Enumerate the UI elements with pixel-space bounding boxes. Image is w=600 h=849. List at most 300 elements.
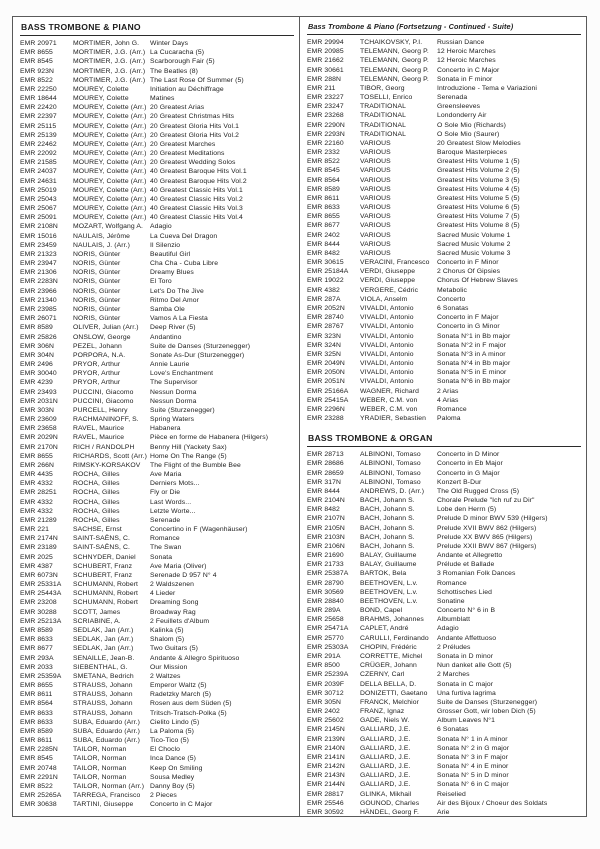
title-cell: Two Guitars (5) bbox=[150, 645, 198, 653]
catalog-row bbox=[307, 414, 581, 423]
reference-cell: EMR 2142N bbox=[307, 763, 345, 771]
catalog-row bbox=[307, 524, 581, 533]
composer-cell: BACH, Johann S. bbox=[360, 524, 415, 532]
reference-cell: EMR 8482 bbox=[307, 506, 340, 514]
title-cell: Greatest Hits Volume 3 (5) bbox=[437, 176, 520, 184]
reference-cell: EMR 305N bbox=[307, 698, 342, 706]
catalog-row bbox=[307, 634, 581, 643]
catalog-row bbox=[307, 157, 581, 166]
catalog-row bbox=[307, 450, 581, 459]
catalog-row bbox=[307, 514, 581, 523]
catalog-row bbox=[20, 791, 294, 800]
composer-cell: SCHUBERT, Franz bbox=[73, 571, 133, 579]
title-cell: Radetzky March (5) bbox=[150, 691, 212, 699]
catalog-row bbox=[20, 149, 294, 158]
catalog-row bbox=[307, 725, 581, 734]
composer-cell: SCHNYDER, Daniel bbox=[73, 553, 136, 561]
composer-cell: NORIS, Günter bbox=[73, 278, 121, 286]
title-cell: Keep On Smiling bbox=[150, 764, 203, 772]
catalog-row bbox=[20, 800, 294, 809]
reference-cell: EMR 2051N bbox=[307, 378, 345, 386]
reference-cell: EMR 8633 bbox=[20, 718, 53, 726]
reference-cell: EMR 21585 bbox=[20, 159, 57, 167]
catalog-row bbox=[20, 222, 294, 231]
composer-cell: VARIOUS bbox=[360, 240, 391, 248]
composer-cell: VARIOUS bbox=[360, 158, 391, 166]
title-cell: Sonate As-Dur (Sturzenegger) bbox=[150, 351, 245, 359]
composer-cell: PUCCINI, Giacomo bbox=[73, 397, 134, 405]
composer-cell: TOSELLI, Enrico bbox=[360, 94, 413, 102]
title-cell: Andante Affettuoso bbox=[437, 634, 497, 642]
composer-cell: NORIS, Günter bbox=[73, 260, 121, 268]
catalog-row bbox=[20, 525, 294, 534]
reference-cell: EMR 25067 bbox=[20, 205, 57, 213]
reference-cell: EMR 266N bbox=[20, 461, 55, 469]
title-cell: Tritsch-Tratsch-Polka (5) bbox=[150, 709, 227, 717]
catalog-row bbox=[20, 718, 294, 727]
catalog-row bbox=[20, 644, 294, 653]
title-cell: Sacred Music Volume 2 bbox=[437, 240, 511, 248]
title-cell: Let's Do The Jive bbox=[150, 287, 204, 295]
reference-cell: EMR 4332 bbox=[20, 480, 53, 488]
composer-cell: BALAY, Guillaume bbox=[360, 561, 417, 569]
reference-cell: EMR 8522 bbox=[20, 76, 53, 84]
composer-cell: GALLIARD, J.E. bbox=[360, 772, 411, 780]
composer-cell: VARIOUS bbox=[360, 194, 391, 202]
reference-cell: EMR 25415A bbox=[307, 396, 349, 404]
reference-cell: EMR 8655 bbox=[20, 452, 53, 460]
reference-cell: EMR 8655 bbox=[20, 682, 53, 690]
composer-cell: VIVALDI, Antonio bbox=[360, 323, 414, 331]
catalog-row bbox=[307, 75, 581, 84]
composer-cell: VARIOUS bbox=[360, 139, 391, 147]
composer-cell: BRAHMS, Johannes bbox=[360, 616, 424, 624]
title-cell: Fly or Die bbox=[150, 489, 181, 497]
catalog-row bbox=[307, 194, 581, 203]
reference-cell: EMR 6073N bbox=[20, 571, 58, 579]
composer-cell: GALLIARD, J.E. bbox=[360, 744, 411, 752]
composer-cell: VIVALDI, Antonio bbox=[360, 341, 414, 349]
catalog-row bbox=[20, 553, 294, 562]
catalog-row bbox=[307, 533, 581, 542]
reference-cell: EMR 8611 bbox=[307, 194, 340, 202]
title-cell: 12 Heroic Marches bbox=[437, 57, 496, 65]
composer-cell: ROCHA, Gilles bbox=[73, 489, 120, 497]
title-cell: Sonata N°2 in F major bbox=[437, 341, 507, 349]
composer-cell: TELEMANN, Georg P. bbox=[360, 57, 429, 65]
title-cell: 20 Greatest Marches bbox=[150, 140, 216, 148]
title-cell: The Swan bbox=[150, 544, 182, 552]
title-cell: Baroque Masterpieces bbox=[437, 149, 508, 157]
title-cell: Konzert B-Dur bbox=[437, 478, 482, 486]
title-cell: Sonata N°3 in A minor bbox=[437, 350, 506, 358]
title-cell: 20 Greatest Gloria Hits Vol.1 bbox=[150, 122, 240, 130]
composer-cell: STRAUSS, Johann bbox=[73, 700, 133, 708]
catalog-row bbox=[307, 38, 581, 47]
catalog-row bbox=[20, 543, 294, 552]
catalog-row bbox=[20, 48, 294, 57]
title-cell: La Cucaracha (5) bbox=[150, 49, 205, 57]
title-cell: 3 Romanian Folk Dances bbox=[437, 570, 516, 578]
catalog-row bbox=[20, 195, 294, 204]
title-cell: Andante et Allegretto bbox=[437, 552, 503, 560]
catalog-row bbox=[20, 39, 294, 48]
title-cell: Sonata in C major bbox=[437, 680, 494, 688]
composer-cell: MOUREY, Colette (Arr.) bbox=[73, 122, 147, 130]
catalog-row bbox=[307, 606, 581, 615]
composer-cell: SEDLAK, Jan (Arr.) bbox=[73, 627, 134, 634]
title-cell: Ave Maria (Oliver) bbox=[150, 562, 207, 570]
title-cell: The Supervisor bbox=[150, 379, 198, 387]
column-left bbox=[13, 17, 300, 816]
composer-cell: MOUREY, Colette (Arr.) bbox=[73, 140, 147, 148]
reference-cell: EMR 2332 bbox=[307, 149, 340, 157]
title-cell: Concerto N° 6 in B bbox=[437, 607, 496, 615]
organ-section bbox=[307, 431, 581, 816]
title-cell: Romance bbox=[437, 579, 467, 587]
catalog-row bbox=[20, 268, 294, 277]
title-cell: Winter Days bbox=[150, 40, 189, 47]
title-cell: Kalinka (5) bbox=[150, 627, 184, 634]
piano-list-left bbox=[20, 39, 294, 809]
composer-cell: WEBER, C.M. von bbox=[360, 405, 418, 413]
reference-cell: EMR 2496 bbox=[20, 361, 53, 369]
catalog-row bbox=[20, 433, 294, 442]
catalog-row bbox=[307, 166, 581, 175]
reference-cell: EMR 8611 bbox=[20, 737, 53, 745]
catalog-row bbox=[307, 240, 581, 249]
composer-cell: PORPORA, N.A. bbox=[73, 351, 126, 359]
catalog-row bbox=[20, 186, 294, 195]
reference-cell: EMR 291A bbox=[307, 653, 341, 660]
composer-cell: BACH, Johann S. bbox=[360, 533, 415, 541]
title-cell: 20 Greatest Arias bbox=[150, 104, 205, 112]
catalog-row bbox=[307, 396, 581, 405]
reference-cell: EMR 21306 bbox=[20, 269, 57, 277]
composer-cell: TAILOR, Norman (Arr.) bbox=[73, 782, 145, 790]
catalog-row bbox=[20, 351, 294, 360]
catalog-row bbox=[307, 295, 581, 304]
catalog-row bbox=[20, 397, 294, 406]
title-cell: Nessun Dorma bbox=[150, 397, 197, 405]
catalog-row bbox=[20, 754, 294, 763]
title-cell: 4 Lieder bbox=[150, 590, 176, 598]
reference-cell: EMR 8655 bbox=[20, 49, 53, 57]
composer-cell: BALAY, Guillaume bbox=[360, 552, 417, 560]
title-cell: Our Mission bbox=[150, 663, 188, 671]
reference-cell: EMR 24037 bbox=[20, 168, 57, 176]
catalog-row bbox=[307, 597, 581, 606]
reference-cell: EMR 21733 bbox=[307, 561, 344, 569]
reference-cell: EMR 30288 bbox=[20, 608, 57, 616]
catalog-row bbox=[20, 580, 294, 589]
title-cell: Grosser Gott, wir loben Dich (5) bbox=[437, 708, 536, 716]
reference-cell: EMR 8677 bbox=[20, 645, 53, 653]
composer-cell: TRADITIONAL bbox=[360, 103, 407, 111]
catalog-row bbox=[307, 780, 581, 789]
reference-cell: EMR 8482 bbox=[307, 249, 340, 257]
catalog-row bbox=[307, 231, 581, 240]
reference-cell: EMR 25043 bbox=[20, 195, 57, 203]
catalog-row bbox=[20, 287, 294, 296]
title-cell: Beautiful Girl bbox=[150, 250, 191, 258]
composer-cell: PRYOR, Arthur bbox=[73, 361, 121, 369]
reference-cell: EMR 8633 bbox=[307, 204, 340, 212]
catalog-row bbox=[307, 478, 581, 487]
composer-cell: VARIOUS bbox=[360, 249, 391, 257]
composer-cell: MOUREY, Colette (Arr.) bbox=[73, 168, 147, 176]
catalog-row bbox=[20, 663, 294, 672]
catalog-row bbox=[307, 130, 581, 139]
reference-cell: EMR 293A bbox=[20, 654, 54, 662]
catalog-row bbox=[307, 148, 581, 157]
catalog-row bbox=[307, 332, 581, 341]
title-cell: Greatest Hits Volume 7 (5) bbox=[437, 213, 520, 221]
title-cell: Sonata bbox=[150, 553, 173, 561]
catalog-row bbox=[307, 56, 581, 65]
catalog-row bbox=[307, 698, 581, 707]
catalog-row bbox=[307, 744, 581, 753]
composer-cell: SACHSE, Ernst bbox=[73, 526, 122, 534]
reference-cell: EMR 21690 bbox=[307, 552, 344, 560]
reference-cell: EMR 23658 bbox=[20, 425, 57, 433]
composer-cell: RICHARDS, Scott (Arr.) bbox=[73, 452, 147, 460]
title-cell: Adagio bbox=[150, 223, 172, 231]
reference-cell: EMR 2025 bbox=[20, 553, 53, 561]
title-cell: Concerto in G Minor bbox=[437, 323, 500, 331]
reference-cell: EMR 21340 bbox=[20, 296, 57, 304]
catalog-row bbox=[20, 122, 294, 131]
reference-cell: EMR 8633 bbox=[20, 636, 53, 644]
title-cell: Prelude D minor BWV 539 (Hilgers) bbox=[437, 515, 548, 523]
title-cell: Greatest Hits Volume 4 (5) bbox=[437, 185, 520, 193]
catalog-row bbox=[307, 93, 581, 102]
reference-cell: EMR 8564 bbox=[307, 176, 340, 184]
composer-cell: OLIVER, Julian (Arr.) bbox=[73, 324, 139, 332]
catalog-row bbox=[20, 388, 294, 397]
catalog-row bbox=[307, 185, 581, 194]
reference-cell: EMR 2050N bbox=[307, 369, 345, 377]
catalog-row bbox=[20, 241, 294, 250]
piano-list-right bbox=[307, 38, 581, 423]
composer-cell: BACH, Johann S. bbox=[360, 497, 415, 505]
catalog-row bbox=[20, 452, 294, 461]
reference-cell: EMR 2144N bbox=[307, 781, 345, 789]
title-cell: 2 Waltzes bbox=[150, 672, 181, 680]
title-cell: Benny Hill (Yackety Sax) bbox=[150, 443, 227, 451]
reference-cell: EMR 26071 bbox=[20, 315, 57, 323]
catalog-row bbox=[20, 158, 294, 167]
reference-cell: EMR 8589 bbox=[307, 185, 340, 193]
reference-cell: EMR 2049N bbox=[307, 360, 345, 368]
composer-cell: YRADIER, Sebastien bbox=[360, 415, 427, 423]
catalog-row bbox=[20, 369, 294, 378]
composer-cell: NORIS, Günter bbox=[73, 296, 121, 304]
composer-cell: GADE, Niels W. bbox=[360, 717, 410, 725]
reference-cell: EMR 2296N bbox=[307, 405, 345, 413]
composer-cell: SUBA, Eduardo (Arr.) bbox=[73, 737, 140, 745]
title-cell: Concerto in F Major bbox=[437, 314, 499, 322]
title-cell: 40 Greatest Classic Hits Vol.1 bbox=[150, 186, 243, 194]
catalog-row bbox=[20, 277, 294, 286]
reference-cell: EMR 23288 bbox=[307, 415, 344, 423]
reference-cell: EMR 8655 bbox=[307, 213, 340, 221]
title-cell: Concerto in C Major bbox=[437, 66, 500, 74]
composer-cell: SCHUMANN, Robert bbox=[73, 581, 139, 589]
catalog-row bbox=[307, 680, 581, 689]
title-cell: Greatest Hits Volume 8 (5) bbox=[437, 222, 520, 230]
catalog-row bbox=[20, 488, 294, 497]
title-cell: Andante & Allegro Spirituoso bbox=[150, 654, 240, 662]
composer-cell: VARIOUS bbox=[360, 167, 391, 175]
title-cell: Romance bbox=[150, 535, 180, 543]
column-right bbox=[300, 17, 586, 816]
title-cell: The Old Rugged Cross (5) bbox=[437, 487, 520, 495]
catalog-row bbox=[20, 782, 294, 791]
reference-cell: EMR 211 bbox=[307, 84, 336, 92]
composer-cell: GALLIARD, J.E. bbox=[360, 726, 411, 734]
catalog-row bbox=[307, 560, 581, 569]
catalog-row bbox=[20, 112, 294, 121]
reference-cell: EMR 28686 bbox=[307, 460, 344, 468]
title-cell: El Toro bbox=[150, 278, 172, 286]
catalog-row bbox=[20, 177, 294, 186]
composer-cell: TCHAIKOVSKY, P.I. bbox=[360, 39, 423, 46]
reference-cell: EMR 2052N bbox=[307, 304, 345, 312]
catalog-row bbox=[307, 496, 581, 505]
composer-cell: TELEMANN, Georg P. bbox=[360, 66, 429, 74]
catalog-row bbox=[307, 624, 581, 633]
composer-cell: RAVEL, Maurice bbox=[73, 434, 125, 442]
composer-cell: GOUNOD, Charles bbox=[360, 799, 420, 807]
reference-cell: EMR 28659 bbox=[307, 469, 344, 477]
composer-cell: RIMSKY-KORSAKOV bbox=[73, 461, 141, 469]
title-cell: Suite de Danses (Sturzenegger) bbox=[150, 342, 251, 350]
composer-cell: CRÜGER, Johann bbox=[360, 662, 417, 670]
composer-cell: VARIOUS bbox=[360, 222, 391, 230]
title-cell: Sonata N° 5 in D minor bbox=[437, 772, 509, 780]
reference-cell: EMR 21323 bbox=[20, 250, 57, 258]
composer-cell: TIBOR, Georg bbox=[360, 84, 405, 92]
composer-cell: ANDREWS, D. (Arr.) bbox=[360, 487, 425, 495]
reference-cell: EMR 23947 bbox=[20, 260, 57, 268]
reference-cell: EMR 23985 bbox=[20, 305, 57, 313]
title-cell: Andantino bbox=[150, 333, 182, 341]
catalog-row bbox=[307, 707, 581, 716]
composer-cell: VARIOUS bbox=[360, 176, 391, 184]
composer-cell: MOUREY, Colette bbox=[73, 85, 129, 93]
reference-cell: EMR 20985 bbox=[307, 48, 344, 56]
catalog-row bbox=[307, 542, 581, 551]
title-cell: Albumblatt bbox=[437, 616, 471, 624]
catalog-row bbox=[307, 111, 581, 120]
catalog-row bbox=[20, 745, 294, 754]
catalog-row bbox=[20, 598, 294, 607]
title-cell: Arie bbox=[437, 808, 450, 816]
reference-cell: EMR 25239A bbox=[307, 671, 349, 679]
catalog-row bbox=[20, 250, 294, 259]
composer-cell: ROCHA, Gilles bbox=[73, 516, 120, 524]
composer-cell: ONSLOW, George bbox=[73, 333, 131, 341]
composer-cell: MOZART, Wolfgang A. bbox=[73, 223, 144, 231]
reference-cell: EMR 317N bbox=[307, 478, 342, 486]
composer-cell: ROCHA, Gilles bbox=[73, 480, 120, 488]
catalog-row bbox=[307, 258, 581, 267]
catalog-sheet bbox=[12, 16, 587, 817]
title-cell: Sonatine bbox=[437, 597, 465, 605]
title-cell: Chorus Of Hebrew Slaves bbox=[437, 277, 518, 285]
catalog-row bbox=[20, 507, 294, 516]
title-cell: 2 Waldszenen bbox=[150, 581, 195, 589]
composer-cell: VARIOUS bbox=[360, 149, 391, 157]
composer-cell: WEBER, C.M. von bbox=[360, 396, 418, 404]
title-cell: 12 Heroic Marches bbox=[437, 48, 496, 56]
reference-cell: EMR 22462 bbox=[20, 140, 57, 148]
composer-cell: VERDI, Giuseppe bbox=[360, 268, 416, 276]
reference-cell: EMR 25184A bbox=[307, 268, 349, 276]
catalog-row bbox=[20, 589, 294, 598]
reference-cell: EMR 8589 bbox=[20, 324, 53, 332]
reference-cell: EMR 25770 bbox=[307, 634, 344, 642]
title-cell: Sacred Music Volume 3 bbox=[437, 249, 511, 257]
reference-cell: EMR 30592 bbox=[307, 808, 344, 816]
reference-cell: EMR 2143N bbox=[307, 772, 345, 780]
composer-cell: GLINKA, Mikhail bbox=[360, 790, 412, 798]
catalog-row bbox=[307, 469, 581, 478]
title-cell: Spring Waters bbox=[150, 416, 195, 424]
title-cell: Greatest Hits Volume 2 (5) bbox=[437, 167, 520, 175]
catalog-row bbox=[307, 341, 581, 350]
catalog-row bbox=[20, 461, 294, 470]
title-cell: Habanera bbox=[150, 425, 181, 433]
title-cell: Sonata in D minor bbox=[437, 653, 494, 660]
reference-cell: EMR 2170N bbox=[20, 443, 58, 451]
reference-cell: EMR 25303A bbox=[307, 643, 349, 651]
title-cell: 20 Greatest Gloria Hits Vol.2 bbox=[150, 131, 240, 139]
catalog-row bbox=[307, 615, 581, 624]
composer-cell: GALLIARD, J.E. bbox=[360, 753, 411, 761]
title-cell: Prelude XX BWV 865 (Hilgers) bbox=[437, 533, 533, 541]
title-cell: Serenade bbox=[150, 516, 181, 524]
composer-cell: ROCHA, Gilles bbox=[73, 471, 120, 479]
composer-cell: VIVALDI, Antonio bbox=[360, 314, 414, 322]
reference-cell: EMR 15016 bbox=[20, 232, 57, 240]
title-cell: Sonata N° 2 in G major bbox=[437, 744, 510, 752]
composer-cell: TELEMANN, Georg P. bbox=[360, 75, 429, 83]
catalog-row bbox=[307, 661, 581, 670]
reference-cell: EMR 29994 bbox=[307, 39, 344, 46]
catalog-row bbox=[307, 790, 581, 799]
reference-cell: EMR 2291N bbox=[20, 773, 58, 781]
composer-cell: GALLIARD, J.E. bbox=[360, 763, 411, 771]
reference-cell: EMR 21289 bbox=[20, 516, 57, 524]
title-cell: 20 Greatest Wedding Solos bbox=[150, 159, 236, 167]
title-cell: Sacred Music Volume 1 bbox=[437, 231, 511, 239]
composer-cell: VARIOUS bbox=[360, 204, 391, 212]
composer-cell: STRAUSS, Johann bbox=[73, 682, 133, 690]
catalog-row bbox=[307, 304, 581, 313]
catalog-row bbox=[20, 690, 294, 699]
composer-cell: RACHMANINOFF, S. bbox=[73, 416, 139, 424]
composer-cell: RICH / RANDOLPH bbox=[73, 443, 135, 451]
title-cell: Letzte Worte... bbox=[150, 507, 196, 515]
catalog-row bbox=[307, 313, 581, 322]
catalog-row bbox=[20, 672, 294, 681]
catalog-row bbox=[20, 232, 294, 241]
catalog-row bbox=[307, 350, 581, 359]
composer-cell: NORIS, Günter bbox=[73, 305, 121, 313]
reference-cell: EMR 25826 bbox=[20, 333, 57, 341]
